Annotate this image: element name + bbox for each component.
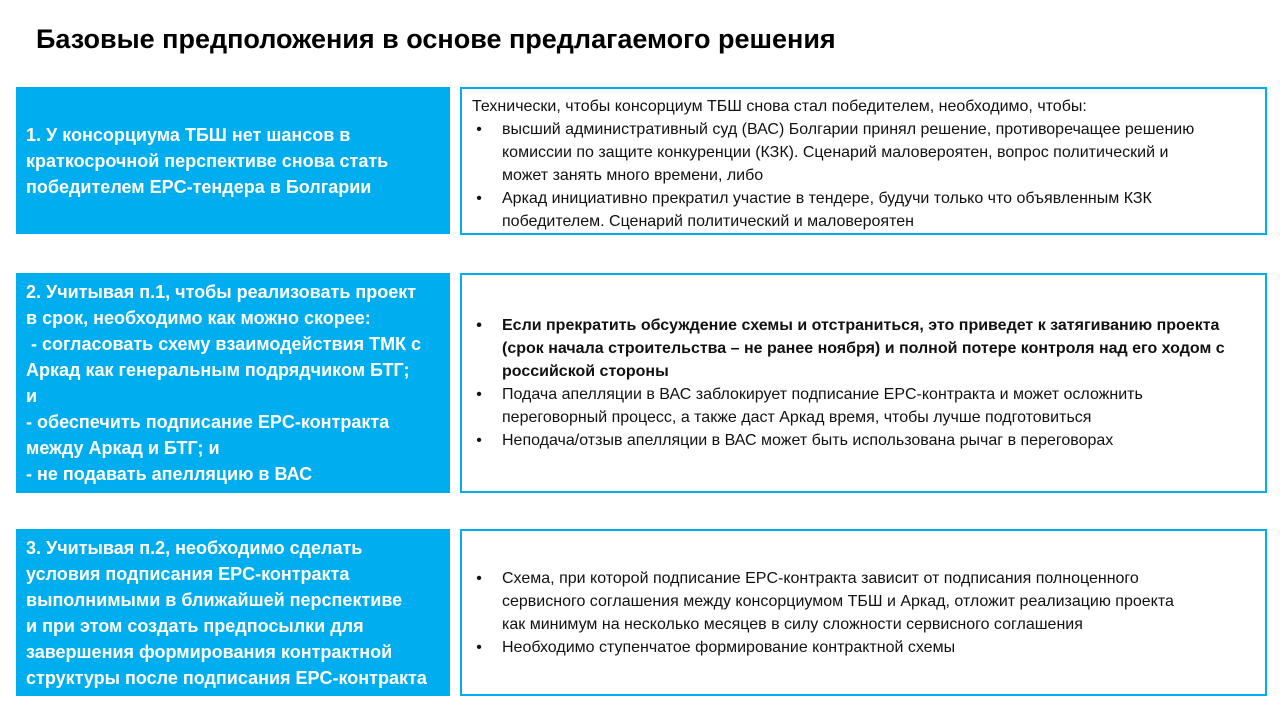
bullet-line: может занять много времени, либо (502, 167, 764, 184)
bullet-icon: • (476, 317, 482, 334)
bullet-text (502, 118, 1255, 187)
bullet-text (502, 636, 1255, 659)
assumption-heading-line: 1. У консорциума ТБШ нет шансов в (26, 124, 351, 145)
assumption-1-details (460, 87, 1267, 235)
bullet-text (502, 314, 1255, 383)
assumption-2-box (16, 273, 450, 493)
assumption-heading-line: 3. Учитывая п.2, необходимо сделать (26, 537, 363, 558)
page-title: Базовые предположения в основе предлагаемого решения (36, 24, 836, 54)
bullet-item (472, 567, 1255, 636)
assumption-1-box (16, 87, 450, 234)
bullet-line: комиссии по защите конкуренции (КЗК). Сценарий маловероятен, вопрос политический и (502, 144, 1169, 161)
bullet-line: Необходимо ступенчатое формирование контрактной схемы (502, 638, 956, 656)
assumption-heading-line: выполнимыми в ближайшей перспективе (26, 589, 403, 610)
bullet-line: (срок начала строительства – не ранее ноября) и полной потере контроля над его ходом с (502, 340, 1225, 357)
bullet-icon: • (476, 386, 482, 403)
bullet-item (472, 429, 1255, 452)
assumption-heading-line: и при этом создать предпосылки для (26, 615, 364, 636)
details-intro: Технически, чтобы консорциум ТБШ снова стал победителем, необходимо, чтобы: (472, 98, 1087, 115)
assumption-heading-line: условия подписания EPC-контракта (26, 563, 350, 584)
assumption-3-box (16, 529, 450, 696)
bullet-line: победителем. Сценарий политический и маловероятен (502, 213, 914, 230)
assumption-heading-line: победителем EPC-тендера в Болгарии (26, 176, 372, 197)
bullet-line: Неподача/отзыв апелляции в ВАС может быть использована рычаг в переговорах (502, 432, 1114, 449)
bullet-icon: • (476, 569, 482, 587)
assumption-heading-line: - согласовать схему взаимодействия ТМК с (26, 334, 422, 354)
bullet-item (472, 314, 1255, 383)
bullet-line: как минимум на несколько месяцев в силу сложности сервисного соглашения (502, 615, 1083, 633)
assumption-heading-line: - обеспечить подписание EPC-контракта (26, 412, 390, 432)
assumption-heading-line: краткосрочной перспективе снова стать (26, 150, 389, 171)
bullet-line: переговорный процесс, а также даст Аркад время, чтобы лучше подготовиться (502, 409, 1092, 426)
bullet-icon: • (476, 190, 482, 207)
assumption-heading-line: между Аркад и БТГ; и (26, 438, 220, 458)
assumption-heading-line: структуры после подписания EPC-контракта (26, 667, 427, 688)
bullet-line: Подача апелляции в ВАС заблокирует подписание EPC-контракта и может осложнить (502, 386, 1143, 403)
bullet-item (472, 187, 1255, 233)
assumption-heading-line: - не подавать апелляцию в ВАС (26, 464, 313, 484)
assumption-heading-line: 2. Учитывая п.1, чтобы реализовать проект (26, 282, 417, 302)
bullet-text (502, 567, 1255, 636)
assumption-heading-line: и (26, 386, 38, 406)
bullet-item (472, 636, 1255, 659)
assumption-heading-line: завершения формирования контрактной (26, 641, 393, 662)
bullet-line: Если прекратить обсуждение схемы и отстраниться, это приведет к затягиванию проекта (502, 317, 1220, 334)
bullet-text (502, 383, 1255, 429)
assumption-heading-line: Аркад как генеральным подрядчиком БТГ; (26, 360, 410, 380)
bullet-line: российской стороны (502, 363, 669, 380)
bullet-icon: • (476, 121, 482, 138)
bullet-text (502, 429, 1255, 452)
bullet-line: сервисного соглашения между консорциумом ТБШ и Аркад, отложит реализацию проекта (502, 592, 1174, 610)
assumption-heading-line: в срок, необходимо как можно скорее: (26, 308, 371, 328)
bullet-text (502, 187, 1255, 233)
bullet-line: высший административный суд (ВАС) Болгарии принял решение, противоречащее решению (502, 121, 1195, 138)
assumption-3-details (460, 529, 1267, 696)
assumption-2-details (460, 273, 1267, 493)
bullet-icon: • (476, 638, 482, 656)
bullet-line: Схема, при которой подписание EPC-контракта зависит от подписания полноценного (502, 569, 1139, 587)
bullet-icon: • (476, 432, 482, 449)
bullet-line: Аркад инициативно прекратил участие в тендере, будучи только что объявленным КЗК (502, 190, 1152, 207)
bullet-item (472, 118, 1255, 187)
bullet-item (472, 383, 1255, 429)
